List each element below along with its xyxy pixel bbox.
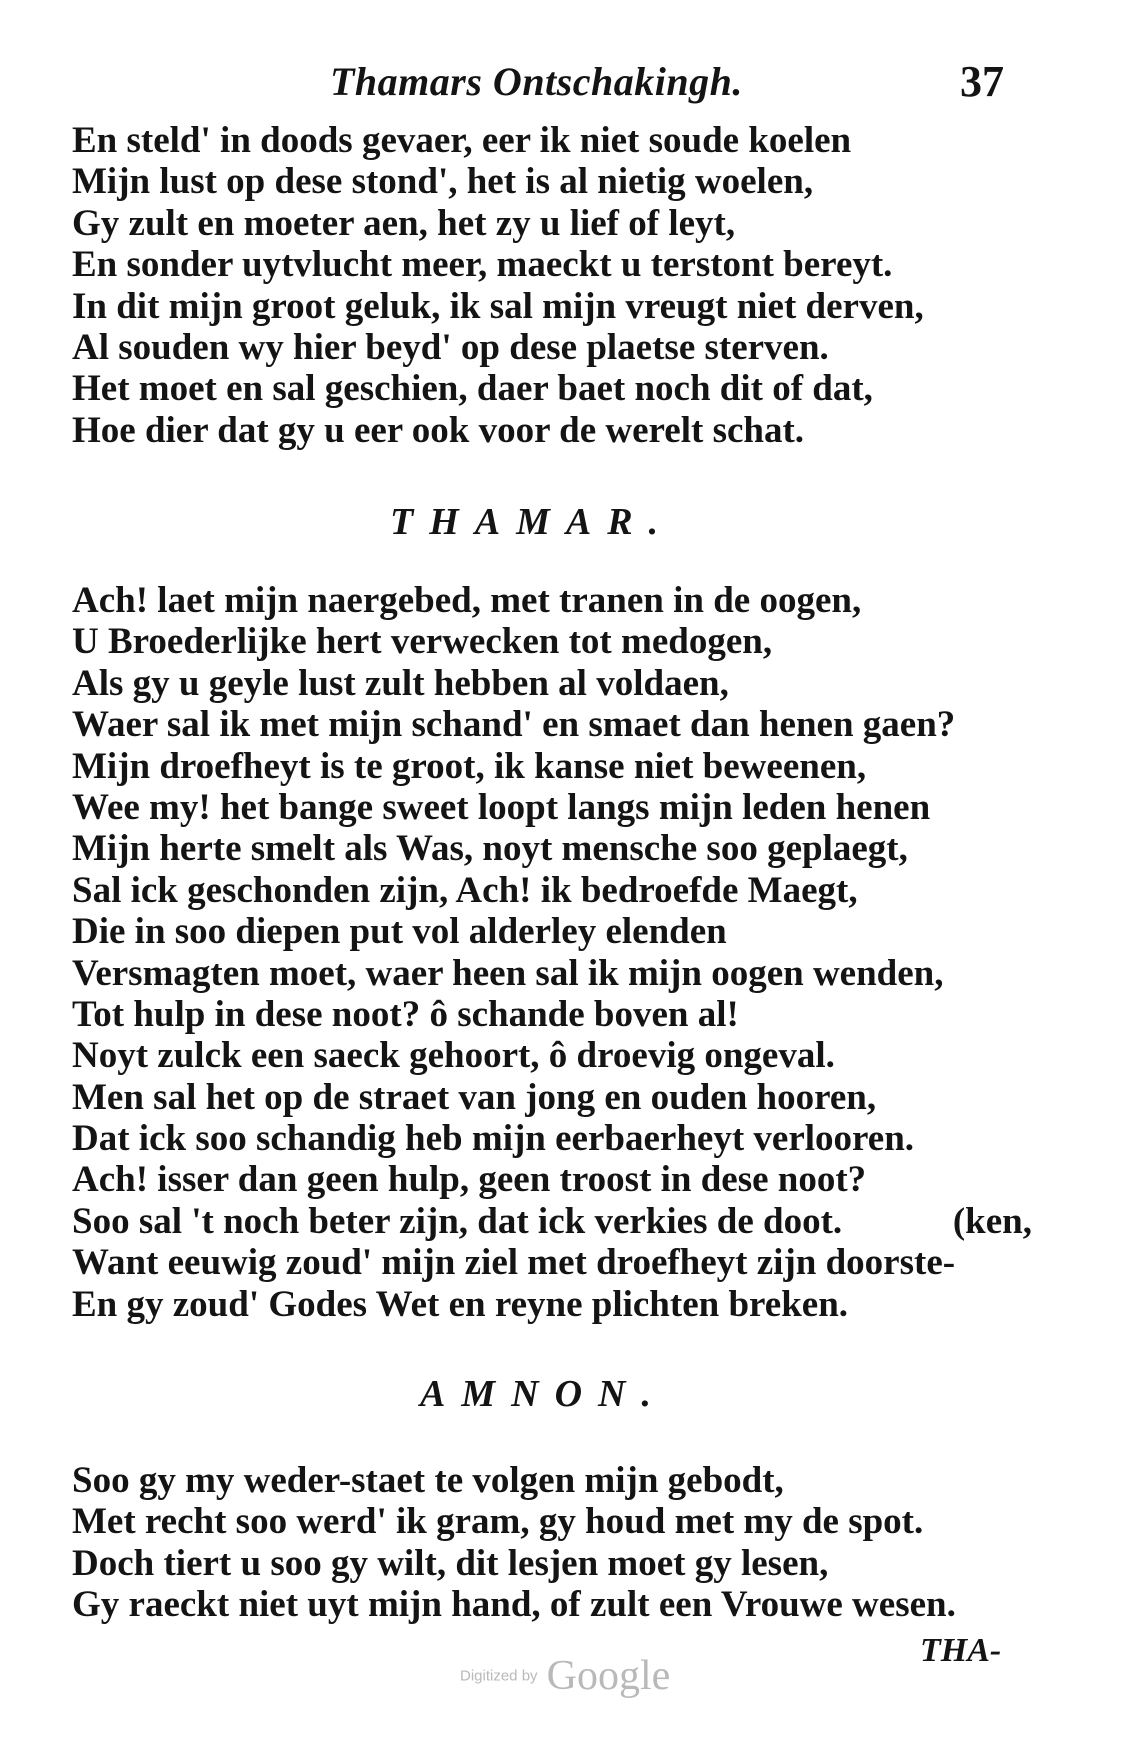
verse-line: En gy zoud' Godes Wet en reyne plichten breken. [72, 1283, 849, 1325]
verse-line [72, 1201, 1032, 1242]
verse-line: Mijn droefheyt is te groot, ik kanse niet beweenen, [72, 745, 867, 787]
verse-line: Dat ick soo schandig heb mijn eerbaerheyt verlooren. [72, 1118, 915, 1160]
verse-line: Als gy u geyle lust zult hebben al voldaen, [72, 662, 729, 704]
verse-line: Want eeuwig zoud' mijn ziel met droefheyt zijn doorste- [72, 1242, 956, 1284]
verse-line: Wee my! het bange sweet loopt langs mijn leden henen [72, 786, 931, 828]
verse-line: Ach! laet mijn naergebed, met tranen in de oogen, [72, 580, 862, 621]
page-number: 37 [960, 57, 1004, 106]
verse-line: Mijn lust op dese stond', het is al nietig woelen, [72, 161, 814, 203]
catchword: THA- [920, 1632, 1002, 1669]
stanza-amnon-reply [72, 1460, 1032, 1626]
stanza-amnon-speech [72, 120, 1032, 451]
speaker-heading-amnon: AMNON. [420, 1373, 667, 1415]
verse-line: Versmagten moet, waer heen sal ik mijn oogen wenden, [72, 952, 944, 994]
verse-line: En sonder uytvlucht meer, maeckt u terstont bereyt. [72, 244, 893, 286]
verse-line-text: Soo sal 't noch beter zijn, dat ick verkies de doot. [72, 1200, 843, 1242]
running-title: Thamars Ontschakingh. [330, 59, 743, 104]
verse-line: Hoe dier dat gy u eer ook voor de werelt schat. [72, 409, 805, 451]
verse-line: Soo gy my weder-staet te volgen mijn gebodt, [72, 1460, 784, 1501]
watermark-brand: Google [546, 1653, 671, 1699]
verse-line: Doch tiert u soo gy wilt, dit lesjen moet gy lesen, [72, 1542, 829, 1584]
verse-line: U Broederlijke hert verwecken tot medogen, [72, 621, 773, 663]
verse-line: Al souden wy hier beyd' op dese plaetse sterven. [72, 326, 829, 368]
stanza-thamar-speech [72, 580, 1032, 1325]
verse-line: Tot hulp in dese noot? ô schande boven al! [72, 993, 739, 1035]
verse-line: Mijn herte smelt als Was, noyt mensche soo geplaegt, [72, 828, 908, 870]
watermark-prefix: Digitized by [460, 1667, 538, 1685]
verse-line: Gy zult en moeter aen, het zy u lief of leyt, [72, 202, 736, 244]
verse-line: In dit mijn groot geluk, ik sal mijn vreugt niet derven, [72, 285, 924, 327]
verse-line: En steld' in doods gevaer, eer ik niet soude koelen [72, 120, 852, 161]
verse-line: Die in soo diepen put vol alderley elenden [72, 911, 727, 953]
verse-line: Het moet en sal geschien, daer baet noch dit of dat, [72, 368, 873, 410]
verse-line: Met recht soo werd' ik gram, gy houd met my de spot. [72, 1501, 924, 1543]
turnover-syllable: (ken, [952, 1200, 1032, 1242]
verse-line: Gy raeckt niet uyt mijn hand, of zult een Vrouwe wesen. [72, 1584, 956, 1626]
verse-line: Waer sal ik met mijn schand' en smaet dan henen gaen? [72, 704, 956, 746]
verse-line: Ach! isser dan geen hulp, geen troost in dese noot? [72, 1159, 867, 1201]
verse-line: Noyt zulck een saeck gehoort, ô droevig ongeval. [72, 1035, 835, 1077]
digitized-watermark [460, 1652, 670, 1700]
verse-line: Sal ick geschonden zijn, Ach! ik bedroefde Maegt, [72, 869, 858, 911]
verse-line: Men sal het op de straet van jong en ouden hooren, [72, 1076, 877, 1118]
speaker-heading-thamar: THAMAR. [390, 501, 675, 543]
